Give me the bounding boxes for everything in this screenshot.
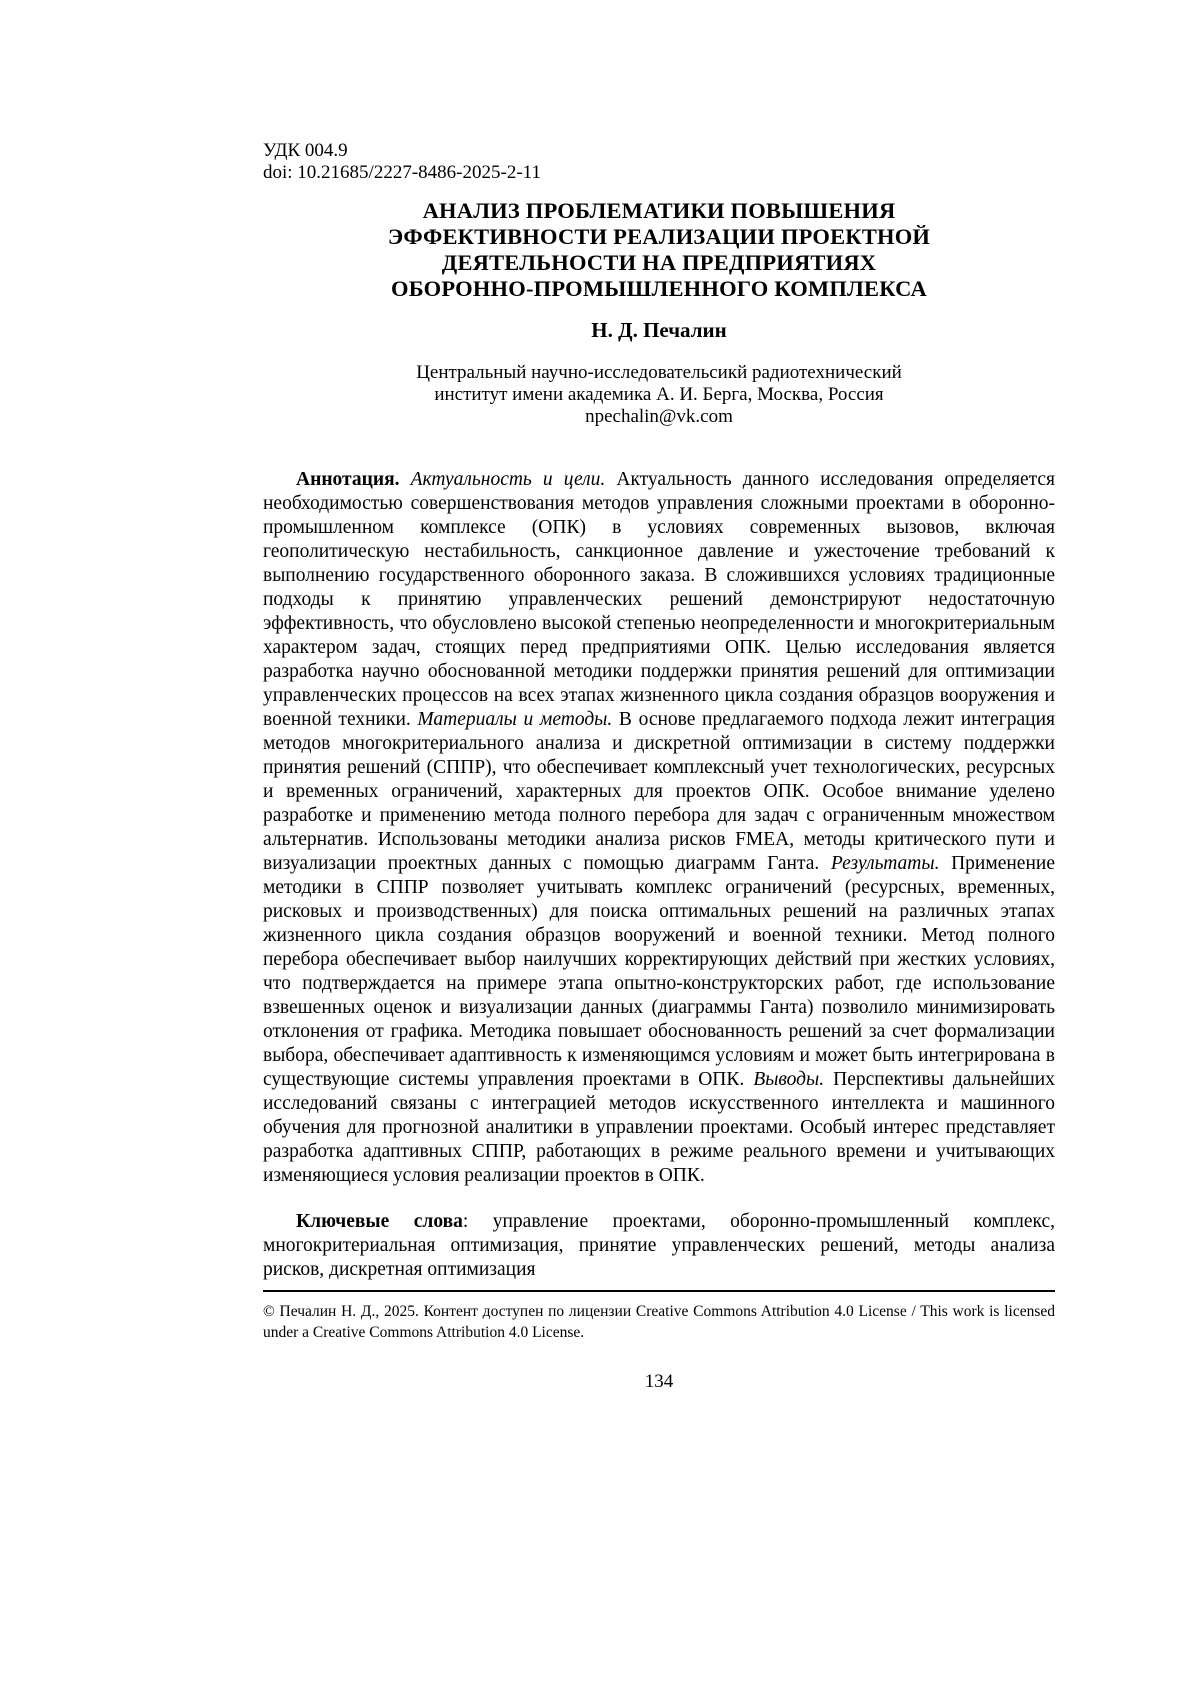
abstract-segment: Перспективы дальнейших исследований связаны с интеграцией методов искусственного интеллекта и машинного обучения для прогнозной аналитики в управлении проектами. Особый интерес представляет разработка адаптивных СППР, работающих в режиме реального времени и учитывающих изменяющиеся условия реализации проектов в ОПК. [263,1069,1055,1186]
author-name: Н. Д. Печалин [591,318,727,342]
abstract-segment: Выводы. [753,1069,834,1090]
keywords-text: : управление проектами, оборонно-промышленный комплекс, многокритериальная оптимизация, принятие управленческих решений, методы анализа рисков, дискретная оптимизация [263,1211,1056,1280]
author-affiliation [263,362,1055,428]
keywords-label: Ключевые слова [296,1211,463,1232]
abstract-segment: Материалы и методы. [417,709,619,730]
page-number: 134 [644,1371,674,1392]
article-title [263,198,1055,302]
article-page-content [263,0,1055,1393]
abstract-segment: В основе предлагаемого подхода лежит интеграция методов многокритериального анализа и дискретной оптимизации в систему поддержки принятия решений (СППР), что обеспечивает комплексный учет технологических, ресурсных и временных ограничений, характерных для проектов ОПК. Особое внимание уделено разработке и применению метода полного перебора для задач с ограниченным множеством альтернатив. Использованы методики анализа рисков FMEA, методы критического пути и визуализации проектных данных с помощью диаграмм Ганта. [263,709,1056,874]
keywords-paragraph [263,1210,1055,1282]
abstract-segment: Актуальность данного исследования определяется необходимостью совершенствования методов управления сложными проектами в оборонно-промышленном комплексе (ОПК) в условиях современных вызовов, включая геополитическую нестабильность, санкционное давление и ужесточение требований к выполнению государственного оборонного заказа. В сложившихся условиях традиционные подходы к принятию управленческих решений демонстрируют недостаточную эффективность, что обусловлено высокой степенью неопределенности и многокритериальным характером задач, стоящих перед предприятиями ОПК. Целью исследования является разработка научно обоснованной методики поддержки принятия решений для оптимизации управленческих процессов на всех этапах жизненного цикла создания образцов вооружения и военной техники. [263,469,1055,730]
copyright-note: © Печалин Н. Д., 2025. Контент доступен по лицензии Creative Commons Attribution 4.0 License / This work is licensed under a Creative Commons Attribution 4.0 License. [263,1303,1055,1341]
footnote-divider [263,1290,1055,1292]
affiliation-line: институт имени академика А. И. Берга, Москва, Россия [434,384,884,405]
abstract-segment: Аннотация. [296,469,411,490]
abstract-paragraph [263,468,1055,1188]
affiliation-line: npechalin@vk.com [585,406,733,427]
affiliation-line: Центральный научно-исследовательсикй радиотехнический [416,362,902,383]
doi: doi: 10.21685/2227-8486-2025-2-11 [263,162,541,183]
abstract-segment: Применение методики в СППР позволяет учитывать комплекс ограничений (ресурсных, временных, рисковых и производственных) для поиска оптимальных решений на различных этапах жизненного цикла создания образцов вооружений и военной техники. Метод полного перебора обеспечивает выбор наилучших корректирующих действий при жестких условиях, что подтверждается на примере этапа опытно-конструкторских работ, где использование взвешенных оценок и визуализации данных (диаграммы Ганта) позволило минимизировать отклонения от графика. Методика повышает обоснованность решений за счет формализации выбора, обеспечивает адаптивность к изменяющимся условиям и может быть интегрирована в существующие системы управления проектами в ОПК. [263,853,1055,1090]
abstract-segment: Результаты. [830,853,952,874]
article-title-line: ОБОРОННО-ПРОМЫШЛЕННОГО КОМПЛЕКСА [391,276,927,301]
article-title-line: ДЕЯТЕЛЬНОСТИ НА ПРЕДПРИЯТИЯХ [441,250,877,275]
udk-code: УДК 004.9 [263,140,348,161]
abstract-segment: Актуальность и цели. [410,469,617,490]
article-meta [263,140,1055,184]
article-title-line: ЭФФЕКТИВНОСТИ РЕАЛИЗАЦИИ ПРОЕКТНОЙ [387,224,931,249]
article-title-line: АНАЛИЗ ПРОБЛЕМАТИКИ ПОВЫШЕНИЯ [422,198,896,223]
